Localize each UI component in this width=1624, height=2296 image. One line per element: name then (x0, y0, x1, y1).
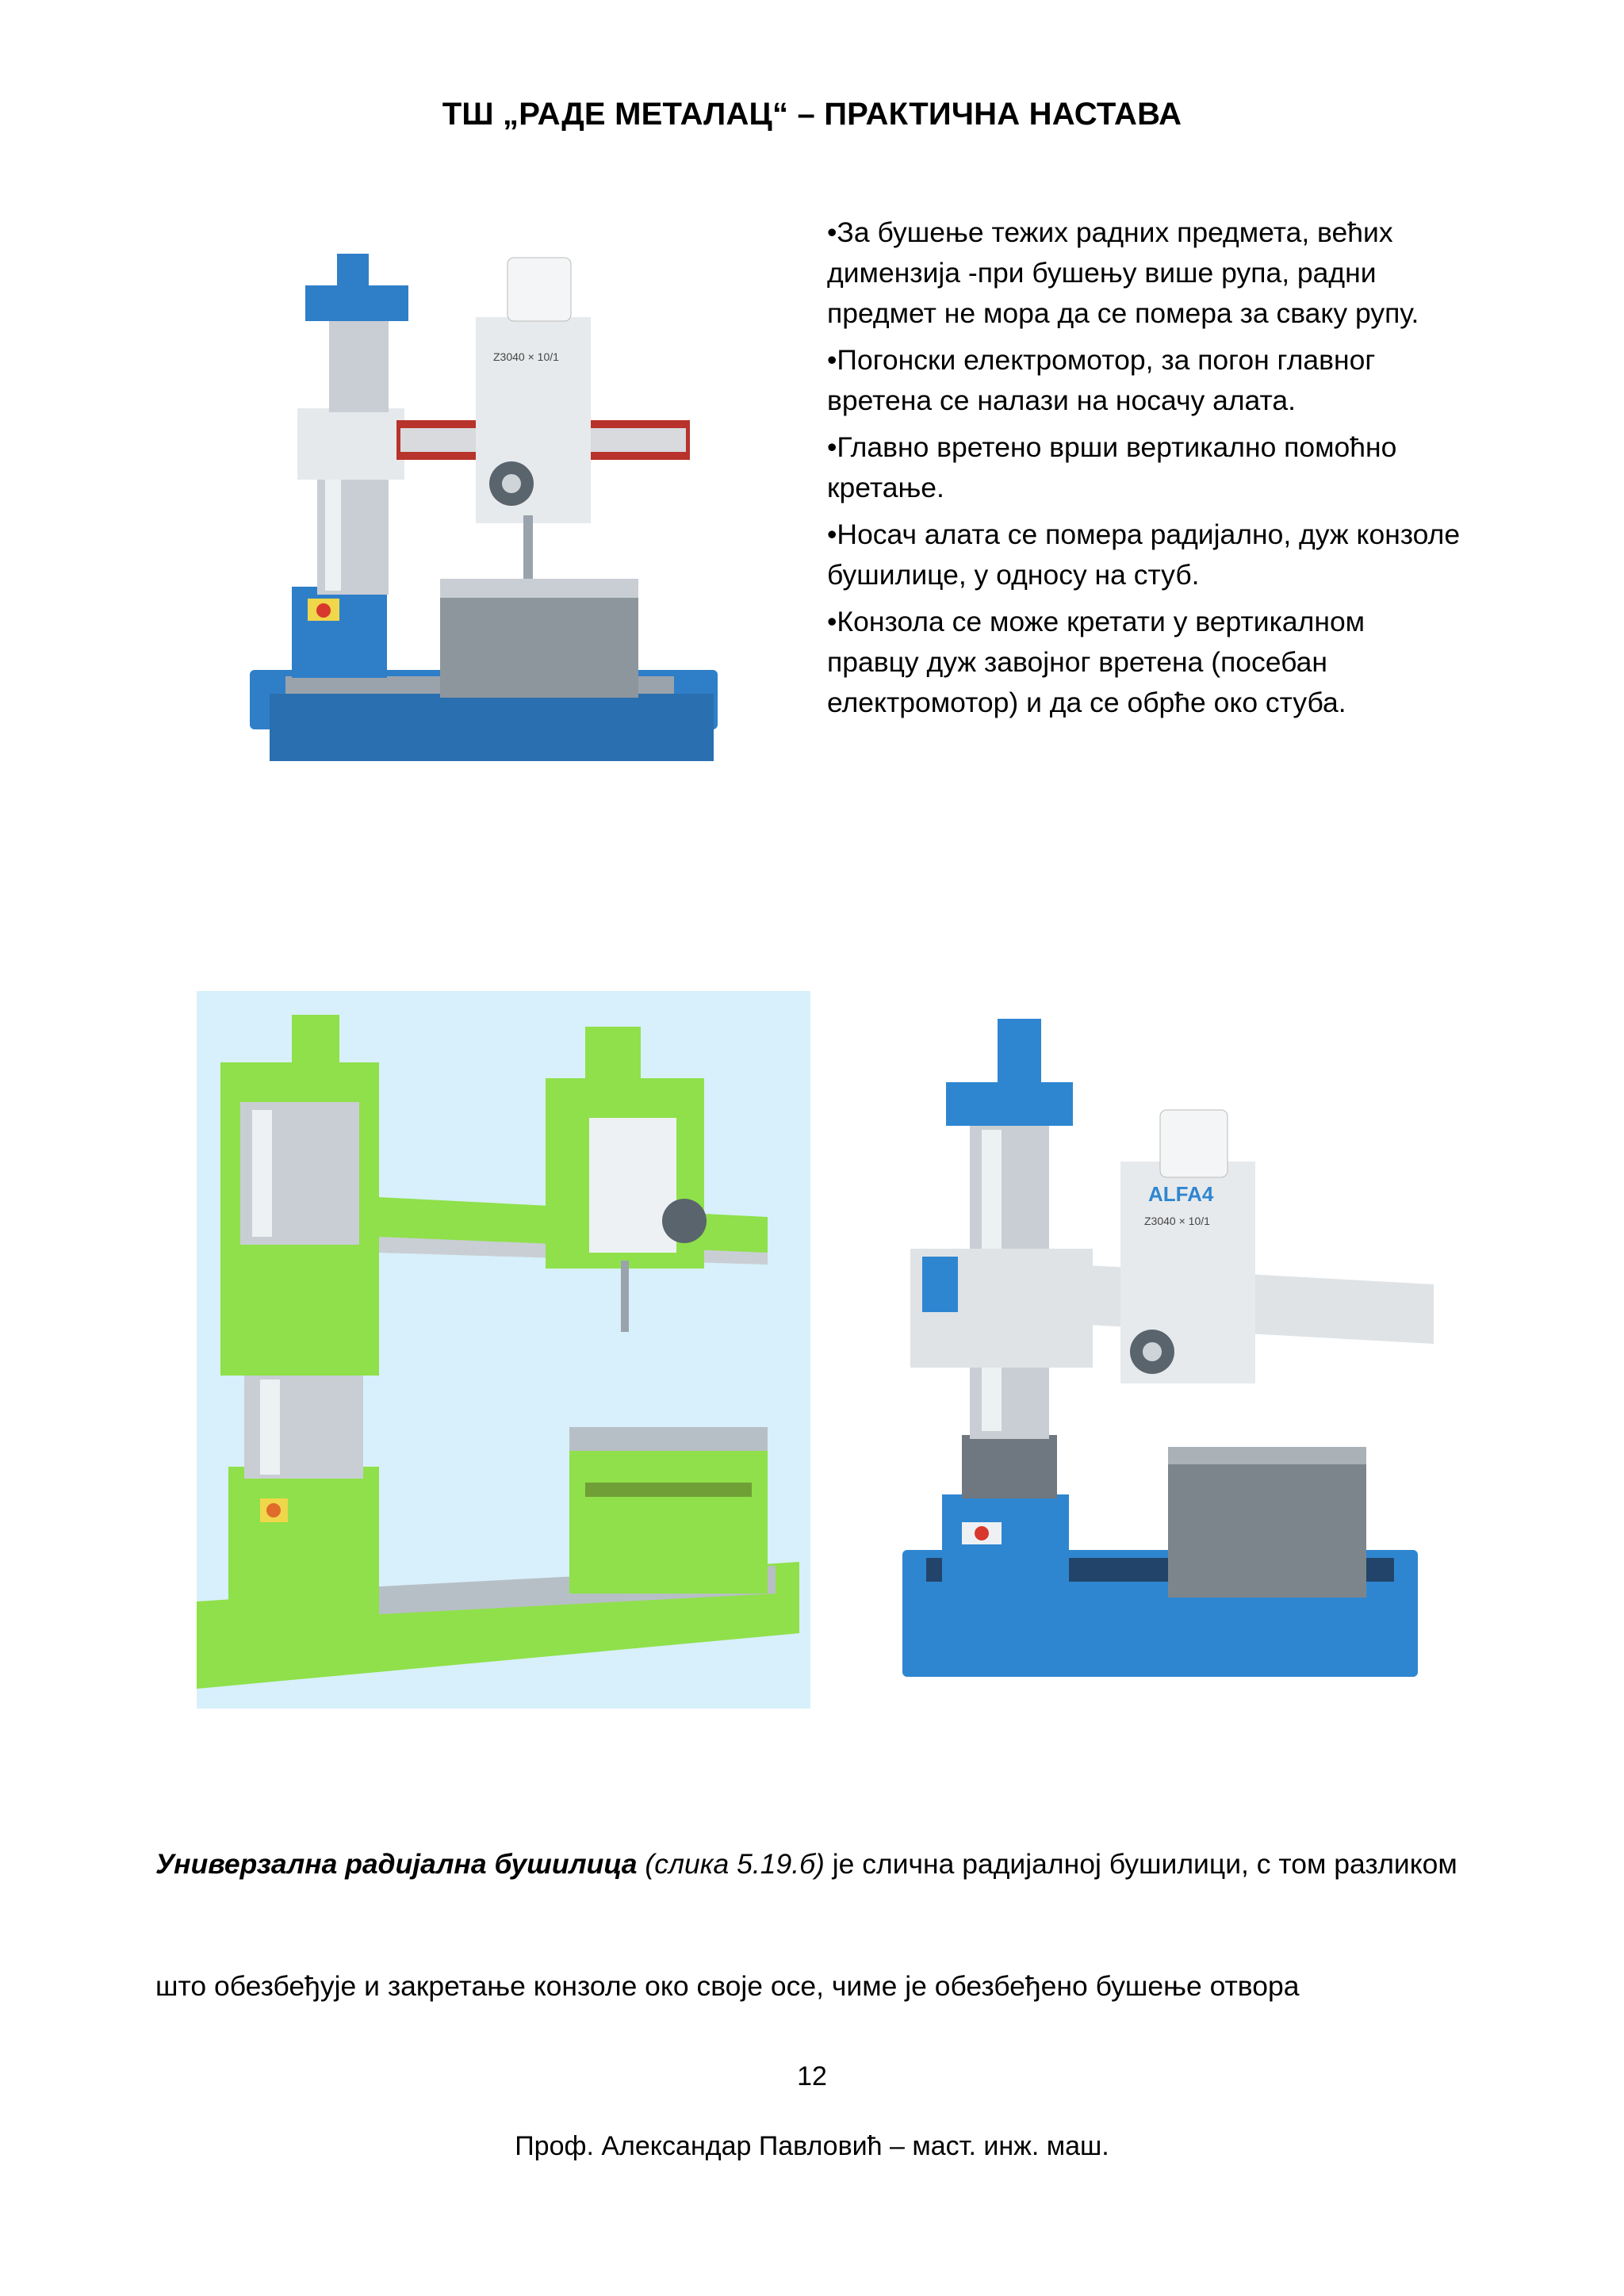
page-number: 12 (797, 2061, 827, 2091)
machine3-plate-text: Z3040 × 10/1 (1144, 1215, 1210, 1227)
bullet-item: •Носач алата се помера радијално, дуж конзоле бушилице, у односу на стуб. (827, 519, 1461, 591)
page-footer: Проф. Александар Павловић – маст. инж. маш. (515, 2131, 1109, 2161)
radial-drill-photo-3 (887, 1003, 1450, 1693)
bullet-item: •За бушење тежих радних предмета, већих димензија -при бушењу више рупа, радни предмет не мора да се помера за сваку рупу. (827, 216, 1419, 329)
feature-bullet-list (827, 212, 1461, 729)
paragraph-universal-radial-drill (155, 1841, 1472, 1887)
bullet-item: •Погонски електромотор, за погон главног вретена се налази на носачу алата. (827, 344, 1376, 416)
figure-reference: (слика 5.19.б) (645, 1848, 825, 1880)
term-universal-radial-drill: Универзална радијална бушилица (155, 1848, 638, 1880)
radial-drill-photo-2 (197, 991, 810, 1709)
bullet-item: •Конзола се може кретати у вертикалном правцу дуж завојног вретена (посебан електромотор) и да се обрће око стуба. (827, 606, 1365, 718)
page-header: ТШ „РАДЕ МЕТАЛАЦ“ – ПРАКТИЧНА НАСТАВА (442, 97, 1182, 132)
radial-drill-photo-1 (238, 238, 730, 801)
paragraph-continuation: што обезбеђује и закретање конзоле око своје осе, чиме је обезбеђено бушење отвора (155, 1970, 1300, 2002)
paragraph1-rest: је слична радијалној бушилици, с том разликом (832, 1848, 1457, 1880)
bullet-item: •Главно вретено врши вертикално помоћно кретање. (827, 431, 1397, 503)
machine3-logo-text: ALFA4 (1148, 1182, 1214, 1206)
machine1-plate-text: Z3040 × 10/1 (493, 350, 559, 363)
